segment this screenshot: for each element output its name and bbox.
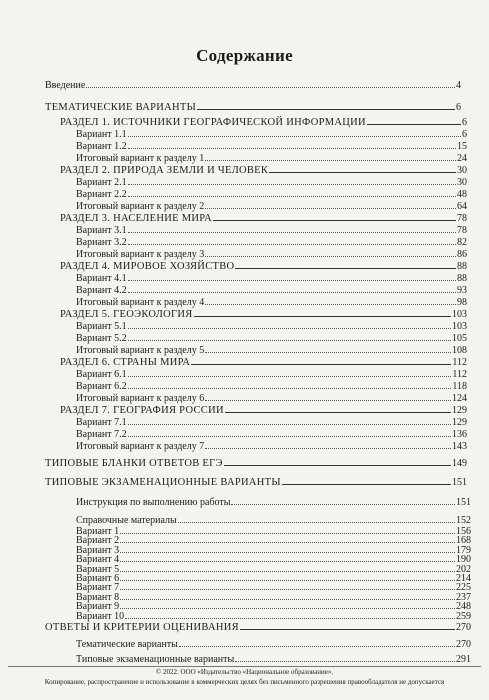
toc-entry-page: 30 — [457, 165, 467, 176]
toc-section-heading — [60, 355, 467, 367]
toc-entry-label: Вариант 6.2 — [76, 381, 127, 392]
toc-leader — [205, 295, 456, 305]
toc-entry-label: Итоговый вариант к разделу 1 — [76, 153, 205, 164]
toc-entry — [76, 331, 467, 343]
toc-leader — [197, 100, 455, 110]
toc-section-heading — [60, 163, 467, 175]
toc-section-heading — [60, 115, 467, 127]
toc-leader — [240, 620, 455, 630]
toc-leader — [235, 259, 456, 269]
toc-entry-page: 103 — [452, 309, 467, 320]
toc-entry — [76, 439, 467, 451]
toc-entry — [76, 367, 467, 379]
toc-entry-page: 214 — [456, 573, 471, 584]
toc-entry-page: 6 — [462, 117, 467, 128]
toc-entry-label: ТИПОВЫЕ ЭКЗАМЕНАЦИОННЫЕ ВАРИАНТЫ — [45, 477, 281, 488]
toc-leader — [205, 247, 456, 257]
toc-leader — [213, 211, 456, 221]
toc-leader — [125, 609, 455, 619]
toc-leader — [225, 403, 451, 413]
toc-leader — [128, 427, 451, 437]
toc-entry — [76, 379, 467, 391]
toc-entry-label: Вариант 4.1 — [76, 273, 127, 284]
toc-entry-label: Вариант 2 — [76, 535, 120, 547]
page-title: Содержание — [196, 46, 293, 65]
toc-leader — [128, 271, 456, 281]
toc-entry-label: Вариант 4 — [76, 554, 120, 566]
toc-entry-page: 259 — [456, 610, 471, 622]
toc-entry-label: РАЗДЕЛ 3. НАСЕЛЕНИЕ МИРА — [60, 213, 212, 224]
toc-leader — [179, 637, 455, 647]
toc-entry-page: 88 — [457, 273, 467, 284]
toc-entry-label: Вариант 7.1 — [76, 417, 127, 428]
toc-leader — [128, 283, 456, 293]
toc-leader — [205, 343, 451, 353]
toc-entry — [76, 415, 467, 427]
toc-section-heading — [45, 456, 467, 468]
toc-entry — [76, 127, 467, 139]
toc-leader — [191, 355, 451, 365]
toc-entry-page: 136 — [452, 429, 467, 440]
toc-entry-page: 149 — [452, 458, 467, 469]
toc-entry — [76, 427, 467, 439]
toc-leader — [128, 415, 451, 425]
footer-divider — [8, 666, 481, 667]
toc-entry-label: Вариант 10 — [76, 610, 125, 622]
toc-entry-label: РАЗДЕЛ 4. МИРОВОЕ ХОЗЯЙСТВО — [60, 261, 235, 272]
toc-leader — [128, 319, 451, 329]
toc-entry-page: 78 — [457, 225, 467, 236]
toc-leader — [128, 367, 452, 377]
toc-entry-label: Вариант 1.1 — [76, 129, 127, 140]
toc-entry-page: 108 — [452, 345, 467, 356]
toc-entry-page: 112 — [452, 357, 467, 368]
toc-entry — [76, 235, 467, 247]
toc-entry-label: Итоговый вариант к разделу 6 — [76, 393, 205, 404]
toc-leader — [128, 127, 461, 137]
toc-entry-page: 202 — [456, 563, 471, 575]
toc-entry-page: 4 — [456, 80, 461, 91]
toc-leader — [128, 187, 456, 197]
toc-leader — [128, 223, 456, 233]
toc-entry-label: Вариант 3 — [76, 544, 120, 556]
toc-entry — [76, 495, 471, 507]
toc-entry-page: 152 — [456, 515, 471, 526]
toc-entry-page: 6 — [456, 102, 461, 113]
toc-entry — [76, 187, 467, 199]
toc-entry-label: РАЗДЕЛ 6. СТРАНЫ МИРА — [60, 357, 191, 368]
toc-entry — [76, 343, 467, 355]
toc-entry-page: 237 — [456, 591, 471, 603]
toc-entry-page: 93 — [457, 285, 467, 296]
toc-section-heading — [60, 403, 467, 415]
toc-entry — [76, 199, 467, 211]
toc-entry-label: Вариант 2.2 — [76, 189, 127, 200]
toc-entry — [76, 283, 467, 295]
toc-entry — [76, 319, 467, 331]
toc-entry-label: Итоговый вариант к разделу 2 — [76, 201, 205, 212]
toc-leader — [205, 439, 451, 449]
toc-entry-label: Вариант 1 — [76, 526, 120, 537]
toc-entry-page: 15 — [457, 141, 467, 152]
toc-entry-label: Итоговый вариант к разделу 7 — [76, 441, 205, 452]
toc-entry-label: РАЗДЕЛ 5. ГЕОЭКОЛОГИЯ — [60, 309, 193, 320]
toc-entry-page: 78 — [457, 213, 467, 224]
toc-section-heading — [45, 475, 467, 487]
toc-entry — [76, 652, 471, 664]
toc-leader — [235, 652, 455, 662]
toc-entry-page: 151 — [456, 497, 471, 508]
toc-entry-page: 151 — [452, 477, 467, 488]
toc-entry-label: Типовые экзаменационные варианты — [76, 654, 235, 665]
toc-entry-label: ТЕМАТИЧЕСКИЕ ВАРИАНТЫ — [45, 102, 197, 113]
toc-leader — [205, 391, 451, 401]
toc-entry-page: 30 — [457, 177, 467, 188]
toc-leader — [269, 163, 456, 173]
toc-section-heading — [60, 211, 467, 223]
toc-entry-label: Вариант 6.1 — [76, 369, 127, 380]
toc-entry-label: РАЗДЕЛ 2. ПРИРОДА ЗЕМЛИ И ЧЕЛОВЕК — [60, 165, 269, 176]
toc-leader — [282, 475, 451, 485]
toc-entry-page: 64 — [457, 201, 467, 212]
toc-entry-label: Вариант 9 — [76, 601, 120, 613]
toc-entry — [76, 609, 471, 621]
toc-entry — [45, 78, 461, 90]
toc-entry-label: Справочные материалы — [76, 515, 177, 526]
toc-entry-label: ТИПОВЫЕ БЛАНКИ ОТВЕТОВ ЕГЭ — [45, 458, 223, 469]
toc-entry-label: РАЗДЕЛ 7. ГЕОГРАФИЯ РОССИИ — [60, 405, 224, 416]
toc-entry-label: Вариант 6 — [76, 573, 120, 584]
toc-entry — [76, 247, 467, 259]
toc-entry-label: Вариант 4.2 — [76, 285, 127, 296]
toc-entry-label: ОТВЕТЫ И КРИТЕРИИ ОЦЕНИВАНИЯ — [45, 622, 239, 633]
toc-entry-page: 24 — [457, 153, 467, 164]
toc-entry-page: 143 — [452, 441, 467, 452]
toc-entry-label: Вариант 7 — [76, 582, 120, 594]
toc-entry-page: 48 — [457, 189, 467, 200]
toc-entry — [76, 175, 467, 187]
toc-entry-label: Итоговый вариант к разделу 3 — [76, 249, 205, 260]
toc-entry-page: 6 — [462, 129, 467, 140]
toc-entry-page: 105 — [452, 333, 467, 344]
toc-entry — [76, 139, 467, 151]
toc-leader — [224, 456, 451, 466]
toc-section-heading — [60, 259, 467, 271]
toc-section-heading — [45, 100, 461, 112]
toc-entry-page: 88 — [457, 261, 467, 272]
footer-notice: Копирование, распространение и использование в коммерческих целях без письменного разрешения правообладателя не допускается — [44, 678, 445, 686]
toc-leader — [178, 513, 455, 523]
toc-leader — [128, 175, 456, 185]
toc-leader — [205, 199, 456, 209]
toc-entry-label: Итоговый вариант к разделу 4 — [76, 297, 205, 308]
toc-entry-page: 112 — [452, 369, 467, 380]
footer-copyright: © 2022. ООО «Издательство «Национальное образование». — [155, 668, 334, 676]
toc-section-heading — [60, 307, 467, 319]
toc-entry-label: Инструкция по выполнению работы — [76, 497, 231, 508]
toc-entry-label: Вариант 5.2 — [76, 333, 127, 344]
toc-entry-label: Итоговый вариант к разделу 5 — [76, 345, 205, 356]
toc-entry-page: 86 — [457, 249, 467, 260]
toc-leader — [128, 235, 456, 245]
toc-entry-label: Вариант 8 — [76, 591, 120, 603]
toc-entry — [76, 295, 467, 307]
toc-entry-page: 118 — [452, 381, 467, 392]
toc-entry-page: 129 — [452, 405, 467, 416]
toc-entry-page: 98 — [457, 297, 467, 308]
toc-entry-page: 270 — [456, 639, 471, 650]
toc-leader — [231, 495, 455, 505]
toc-entry-page: 190 — [456, 554, 471, 566]
toc-entry — [76, 151, 467, 163]
toc-entry — [76, 637, 471, 649]
toc-entry-label: Вариант 3.2 — [76, 237, 127, 248]
toc-entry-page: 124 — [452, 393, 467, 404]
toc-entry-page: 291 — [456, 654, 471, 665]
toc-entry — [76, 391, 467, 403]
toc-entry-page: 179 — [456, 544, 471, 556]
toc-leader — [128, 139, 456, 149]
toc-section-heading — [45, 620, 471, 632]
toc-entry-label: Тематические варианты — [76, 639, 178, 650]
toc-entry-label: Вариант 1.2 — [76, 141, 127, 152]
toc-leader — [86, 78, 455, 88]
toc-entry-label: Вариант 5.1 — [76, 321, 127, 332]
toc-entry-page: 225 — [456, 582, 471, 594]
toc-entry-label: Введение — [45, 80, 86, 91]
toc-entry — [76, 223, 467, 235]
toc-entry-label: РАЗДЕЛ 1. ИСТОЧНИКИ ГЕОГРАФИЧЕСКОЙ ИНФОРМАЦИИ — [60, 117, 366, 128]
toc-entry — [76, 271, 467, 283]
toc-entry-page: 82 — [457, 237, 467, 248]
toc-entry-page: 270 — [456, 622, 471, 633]
toc-entry-label: Вариант 5 — [76, 563, 120, 575]
toc-entry-page: 168 — [456, 535, 471, 547]
toc-entry-page: 103 — [452, 321, 467, 332]
toc-entry-label: Вариант 7.2 — [76, 429, 127, 440]
toc-entry-page: 248 — [456, 601, 471, 613]
toc-entry-label: Вариант 2.1 — [76, 177, 127, 188]
toc-leader — [128, 331, 451, 341]
toc-entry-label: Вариант 3.1 — [76, 225, 127, 236]
toc-entry-page: 129 — [452, 417, 467, 428]
toc-leader — [205, 151, 456, 161]
toc-leader — [367, 115, 461, 125]
toc-leader — [128, 379, 452, 389]
toc-leader — [194, 307, 451, 317]
toc-entry-page: 156 — [456, 526, 471, 537]
